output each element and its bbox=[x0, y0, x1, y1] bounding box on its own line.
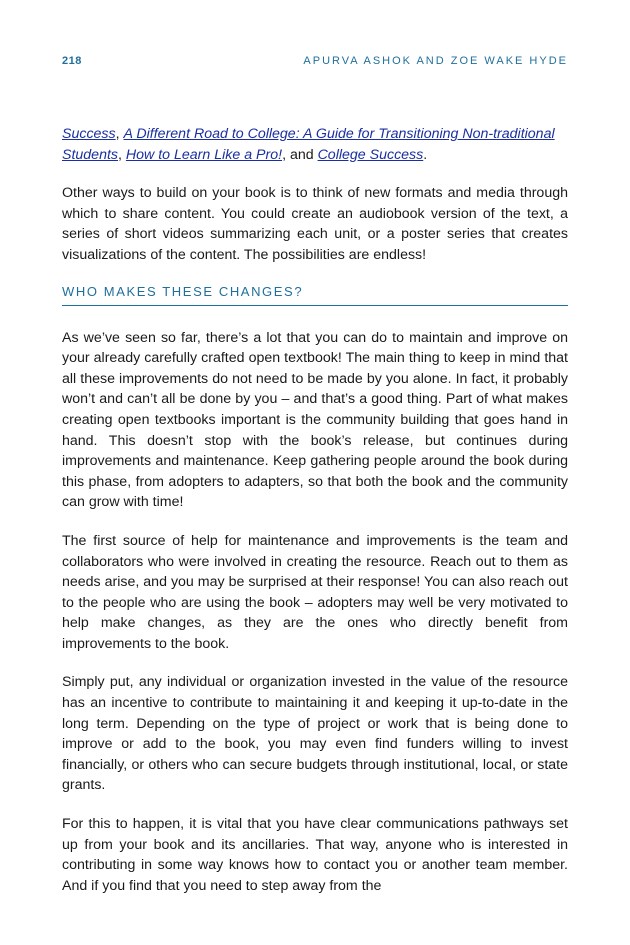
page-number: 218 bbox=[62, 55, 82, 67]
paragraph-community-building: As we’ve seen so far, there’s a lot that you can do to maintain and improve on your already carefully crafted open textbook! The main thing to keep in mind that all these improvements do not need to be made by you alone. In fact, it probably won’t and can’t all be done by you – and that’s a good thing. Part of what makes creating open textbooks important is the community building that goes hand in hand. This doesn’t stop with the book’s release, but continues during improvements and maintenance. Keep gathering people around the book during this phase, from adopters to adapters, so that both the book and the community can grow with time! bbox=[62, 329, 568, 511]
paragraph-first-source-of-help: The first source of help for maintenance and improvements is the team and collaborators who were involved in creating the resource. Reach out to them as needs arise, and you may be surprised at their response! You can also reach out to the people who are using the book – adopters may well be very motivated to help make changes, as they are the ones who directly benefit from improvements to the book. bbox=[62, 532, 568, 652]
body-text bbox=[62, 124, 568, 914]
link-different-road-to-college[interactable]: A Different Road to College: A Guide for Transitioning Non-traditional Students bbox=[62, 126, 555, 163]
link-how-to-learn-like-a-pro[interactable]: How to Learn Like a Pro! bbox=[125, 146, 283, 163]
link-college-success[interactable]: College Success bbox=[317, 146, 424, 163]
link-success[interactable]: Success bbox=[62, 126, 116, 142]
running-title: APURVA ASHOK AND ZOE WAKE HYDE bbox=[303, 55, 568, 67]
paragraph-invested-organizations: Simply put, any individual or organization invested in the value of the resource has an incentive to contribute to maintaining it and keeping it up-to-date in the long term. Depending on the type of project or work that is being done to improve or add to the book, you may even find funders willing to invest financially, or others who can secure budgets through institutional, local, or state grants. bbox=[62, 674, 568, 794]
separator: , bbox=[115, 126, 124, 142]
sentence-end: . bbox=[423, 146, 428, 163]
intro-paragraph bbox=[62, 124, 568, 165]
section-heading: WHO MAKES THESE CHANGES? bbox=[62, 284, 568, 306]
running-header bbox=[62, 55, 568, 71]
paragraph-communication-pathways: For this to happen, it is vital that you have clear communications pathways set up from your book and its ancillaries. That way, anyone who is interested in contributing in some way knows how to contact you or another team member. And if you find that you need to step away from the bbox=[62, 816, 568, 894]
separator: , and bbox=[282, 146, 318, 163]
separator: , bbox=[118, 146, 126, 163]
paragraph-new-formats: Other ways to build on your book is to think of new formats and media through which to share content. You could create an audiobook version of the text, a series of short videos summarizing each unit, or a poster series that creates visualizations of the content. The possibilities are endless! bbox=[62, 185, 568, 263]
